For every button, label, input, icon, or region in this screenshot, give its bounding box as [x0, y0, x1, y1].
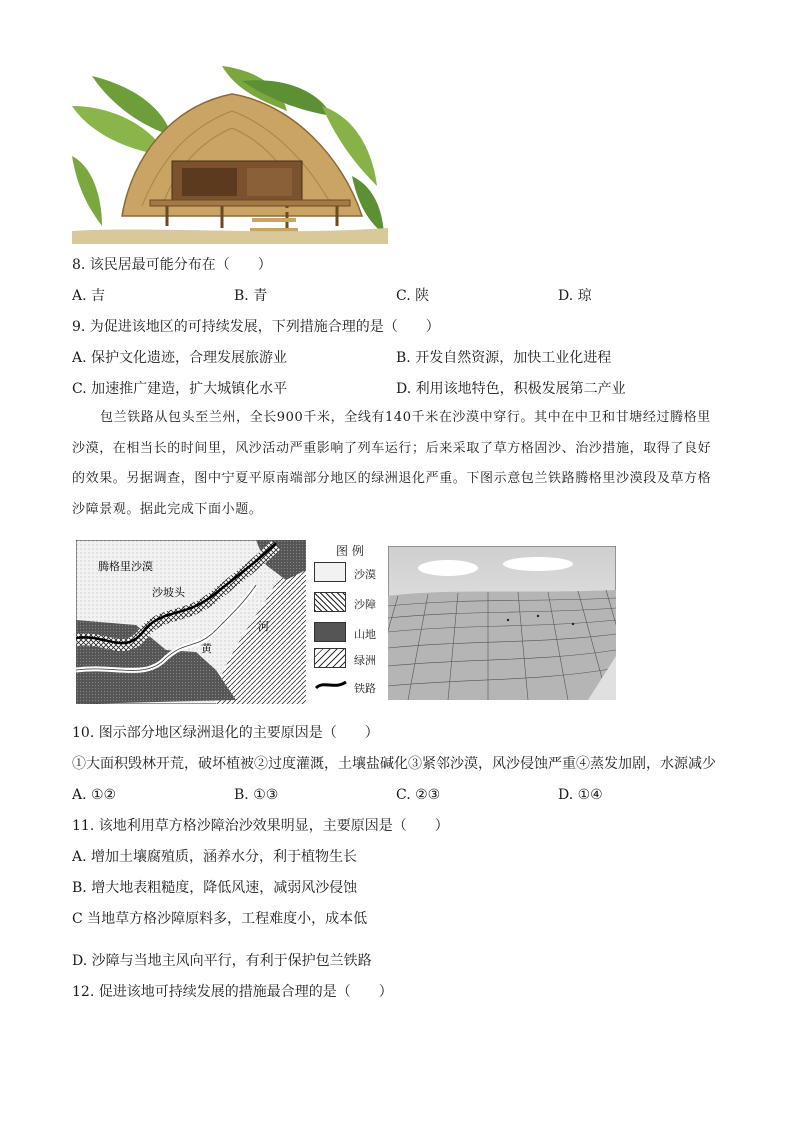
- q10-option-b: B. ①③: [234, 787, 279, 803]
- q8-option-b: B. 青: [234, 288, 268, 304]
- tengger-desert-map: [76, 540, 306, 704]
- thatched-hut-illustration: [72, 66, 388, 244]
- legend-label-oasis: 绿洲: [354, 654, 376, 667]
- question-9-stem: 9. 为促进该地区的可持续发展，下列措施合理的是（ ）: [72, 319, 440, 335]
- reading-passage: 包兰铁路从包头至兰州，全长900千米，全线有140千米在沙漠中穿行。其中在中卫和甘塘经过腾格里沙漠，在相当长的时间里，风沙活动严重影响了列车运行；后来采取了草方格固沙、治沙措施，取得了良好的效果。另据调查，图中宁夏平原南端部分地区的绿洲退化严重。下图示意包兰铁路腾格里沙漠段及草方格沙障景观。据此完成下面小题。: [72, 410, 712, 517]
- q10-option-a: A. ①②: [72, 787, 117, 803]
- q8-option-d: D. 琼: [558, 288, 592, 304]
- straw-checkerboard-barrier-photo: [388, 546, 616, 700]
- map-label-desert: 腾格里沙漠: [98, 560, 153, 573]
- map-label-huang: 黄: [201, 642, 212, 655]
- q8-option-c: C. 陕: [396, 288, 430, 304]
- legend-label-mountain: 山地: [354, 628, 376, 641]
- question-10-stem: 10. 图示部分地区绿洲退化的主要原因是（ ）: [72, 725, 379, 741]
- q10-option-c: C. ②③: [396, 787, 441, 803]
- q11-option-b: B. 增大地表粗糙度，降低风速，减弱风沙侵蚀: [72, 880, 358, 896]
- q9-option-b: B. 开发自然资源，加快工业化进程: [396, 350, 612, 366]
- q9-option-d: D. 利用该地特色，积极发展第二产业: [396, 381, 626, 397]
- q10-causes: ①大面积毁林开荒，破坏植被②过度灌溉，土壤盐碱化③紧邻沙漠，风沙侵蚀严重④蒸发加剧，水源减少: [72, 756, 716, 772]
- legend-label-railway: 铁路: [354, 682, 376, 695]
- question-11-stem: 11. 该地利用草方格沙障治沙效果明显，主要原因是（ ）: [72, 818, 449, 834]
- legend-railway-icon: [314, 678, 348, 692]
- q8-option-a: A. 吉: [72, 288, 106, 304]
- q11-option-a: A. 增加土壤腐殖质，涵养水分，利于植物生长: [72, 849, 358, 865]
- q9-option-a: A. 保护文化遗迹，合理发展旅游业: [72, 350, 288, 366]
- map-label-he: 河: [258, 620, 269, 633]
- question-12-stem: 12. 促进该地可持续发展的措施最合理的是（ ）: [72, 984, 393, 1000]
- q11-option-c: C 当地草方格沙障原料多，工程难度小，成本低: [72, 911, 368, 927]
- legend-swatch-desert: [314, 562, 346, 582]
- question-8-stem: 8. 该民居最可能分布在（ ）: [72, 257, 272, 273]
- legend-swatch-oasis: [314, 648, 346, 668]
- legend-swatch-mountain: [314, 622, 346, 642]
- map-label-town: 沙坡头: [152, 586, 185, 599]
- legend-title: 图 例: [336, 544, 364, 558]
- q9-option-c: C. 加速推广建造，扩大城镇化水平: [72, 381, 288, 397]
- legend-label-desert: 沙漠: [354, 568, 376, 581]
- q10-option-d: D. ①④: [558, 787, 603, 803]
- legend-label-barrier: 沙障: [354, 598, 376, 611]
- legend-swatch-barrier: [314, 592, 346, 612]
- q11-option-d: D. 沙障与当地主风向平行，有利于保护包兰铁路: [72, 953, 372, 969]
